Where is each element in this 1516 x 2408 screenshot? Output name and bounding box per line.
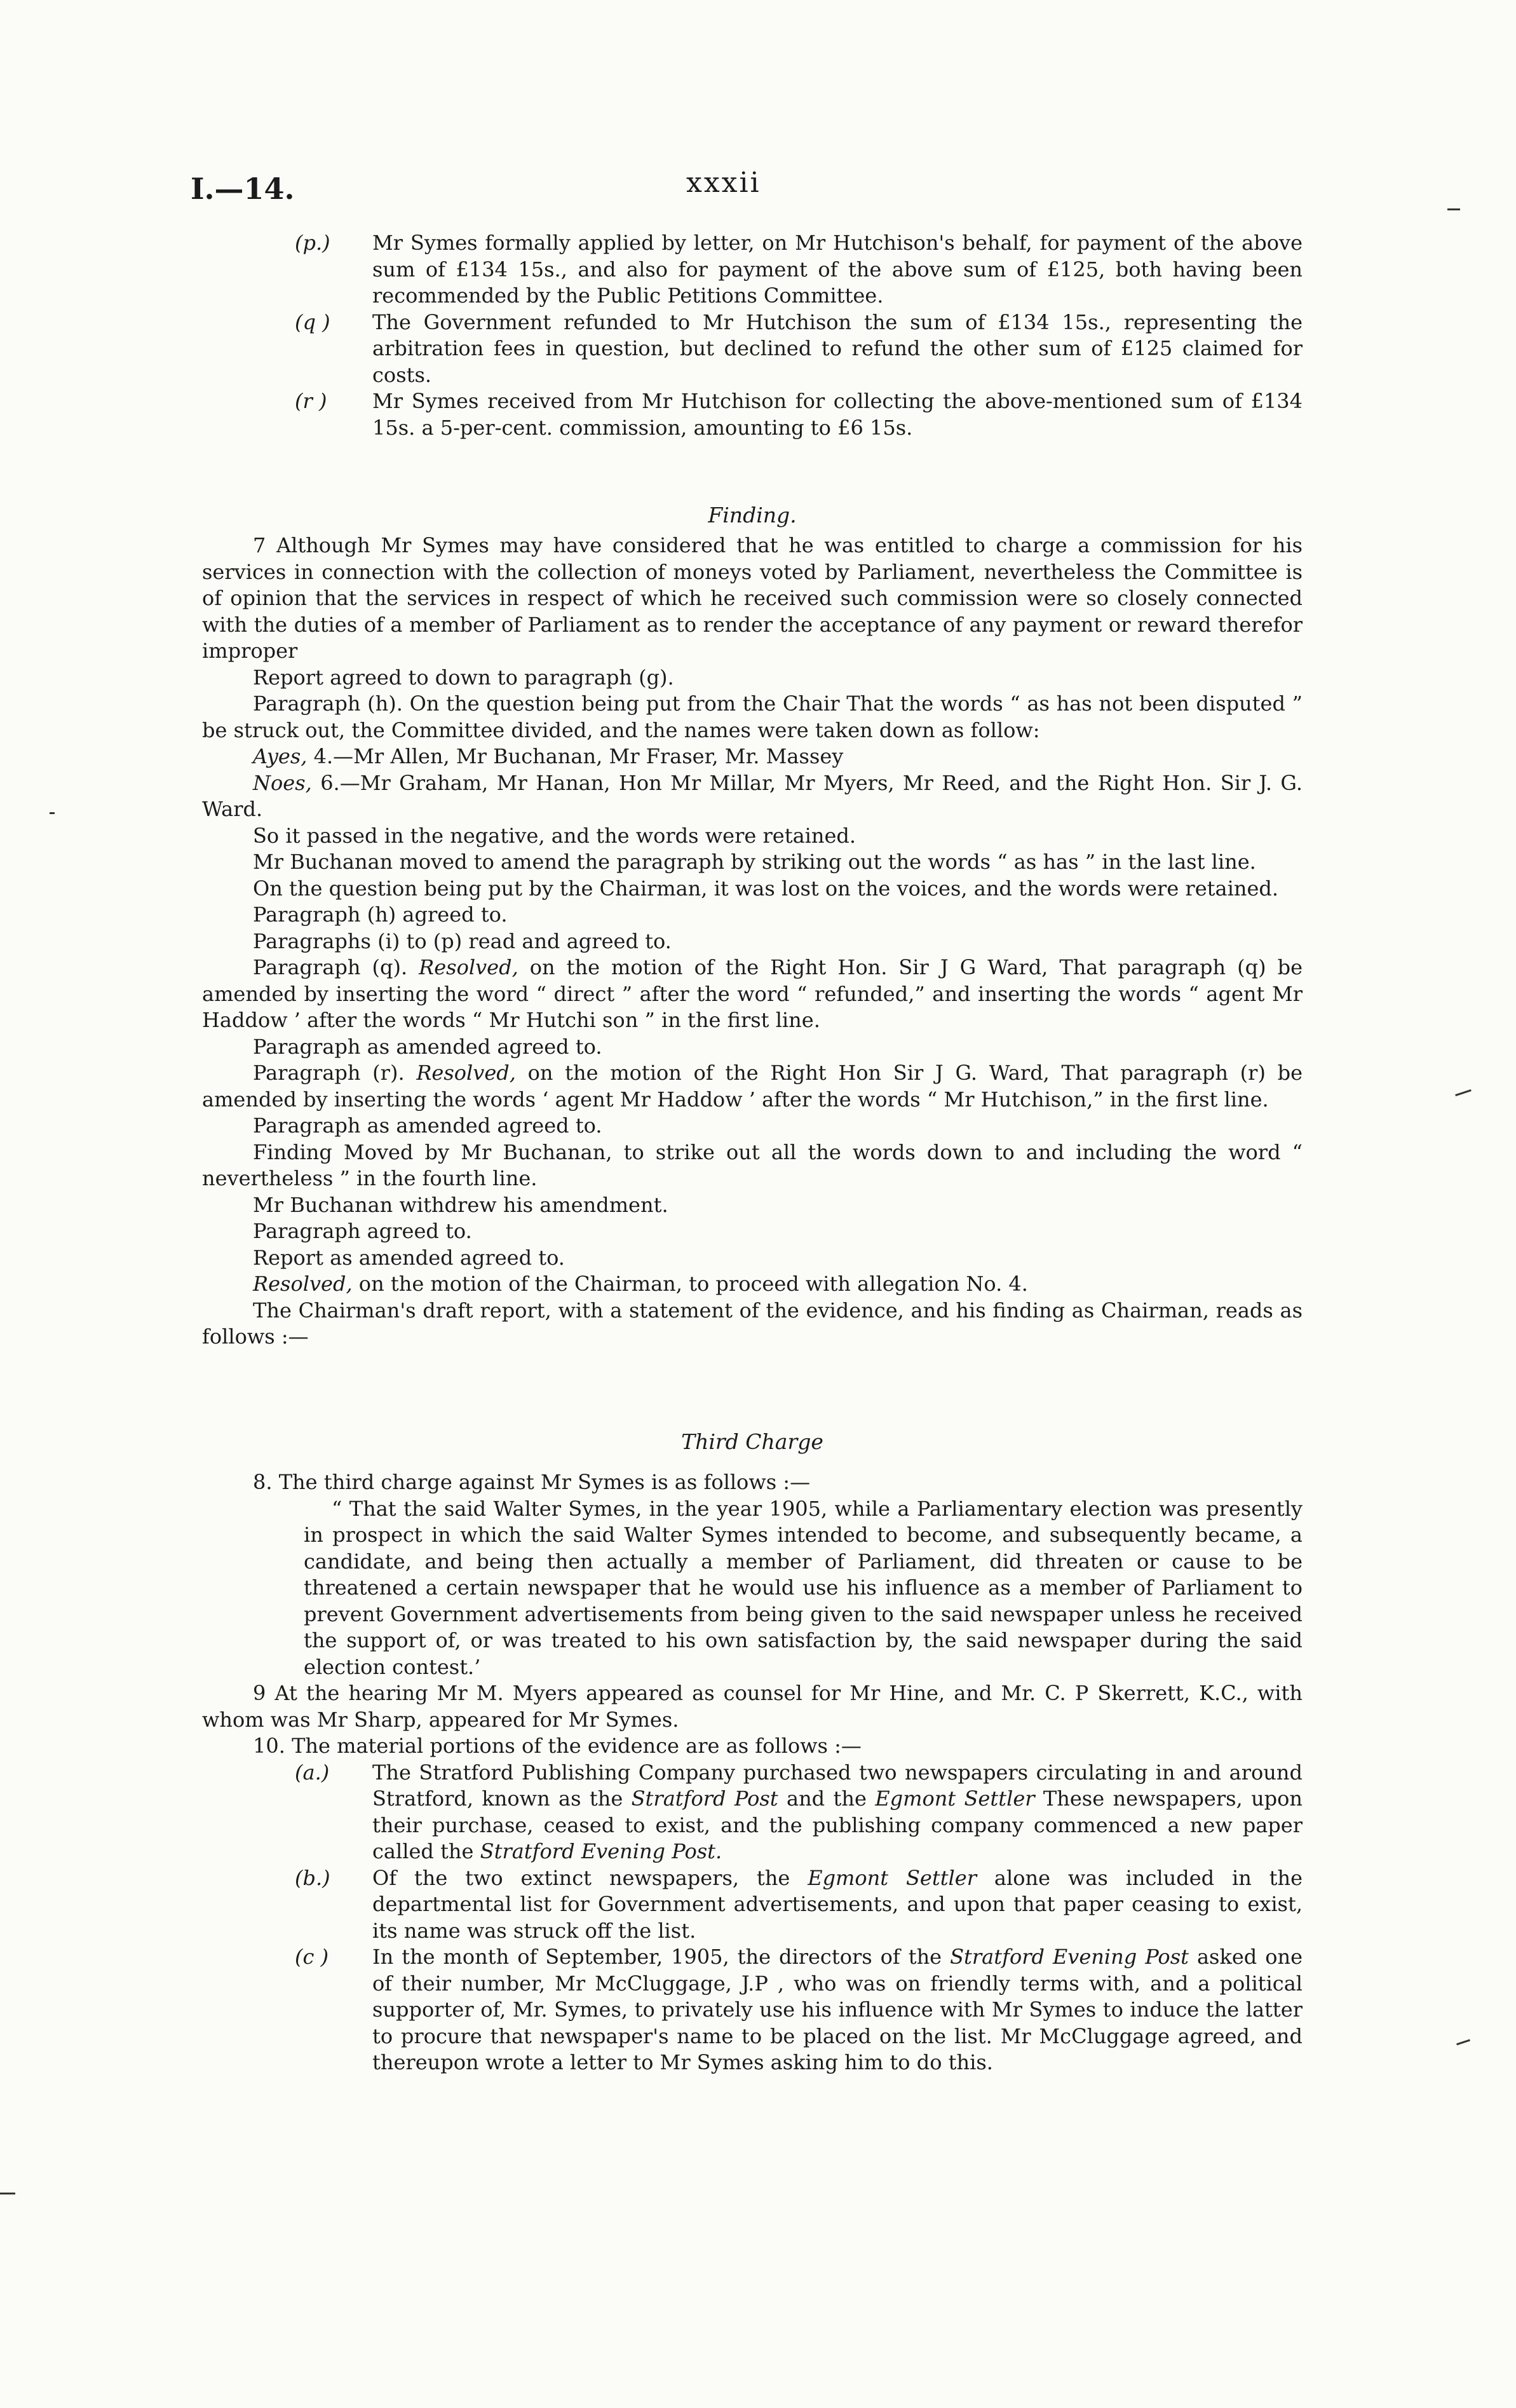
para-10: 10. The material portions of the evidence are as follows :— xyxy=(253,1734,862,1758)
para-8: 8. The third charge against Mr Symes is as follows :— xyxy=(253,1470,811,1494)
para-q-text: on the motion of the Right Hon. Sir J G Ward, That paragraph (q) be amended by inserting the word “ direct ” after the word “ refunded,” and inserting the words “ agent Mr Haddow ’ after the words “ Mr Hutchi son ” in the first line. xyxy=(202,955,1303,1032)
para-9: 9 At the hearing Mr M. Myers appeared as counsel for Mr Hine, and Mr. C. P Skerrett, K.C., with whom was Mr Sharp, appeared for Mr Symes. xyxy=(202,1681,1303,1732)
finding-body xyxy=(202,533,1303,1350)
item-label: (q ) xyxy=(295,310,330,334)
item-text: Of the two extinct newspapers, the xyxy=(372,1865,790,1890)
evidence-item-c xyxy=(202,1944,1303,2076)
item-text: The Stratford Publishing Company purchased two newspapers circulating in and around Stratford, known as the xyxy=(372,1760,1303,1811)
ayes-line xyxy=(202,744,1303,770)
item-label: (p.) xyxy=(295,231,330,255)
third-charge-heading: Third Charge xyxy=(681,1429,823,1454)
finding-section xyxy=(202,502,1303,529)
newspaper-name: Stratford Evening Post xyxy=(950,1945,1189,1969)
item-text: The Government refunded to Mr Hutchison the sum of £134 15s., representing the arbitration fees in question, but declined to refund the other sum of £125 claimed for costs. xyxy=(372,310,1303,387)
margin-mark xyxy=(0,2193,15,2194)
para-q-prefix: Paragraph (q). xyxy=(253,955,408,979)
resolved-label: Resolved, xyxy=(419,955,518,979)
ayes-label: Ayes, xyxy=(253,744,308,768)
item-text: These newspapers, upon their purchase, ceased to exist, and the publishing company commenced a new paper called the xyxy=(372,1786,1303,1863)
item-text: Mr Symes formally applied by letter, on Mr Hutchison's behalf, for payment of the above sum of £134 15s., and also for payment of the above sum of £125, both having been recommended by the Public Petitions Committee. xyxy=(372,231,1303,308)
item-text: alone was included in the departmental list for Government advertisements, and upon that paper ceasing to exist, its name was struck off the list. xyxy=(372,1865,1303,1943)
margin-mark xyxy=(1455,1089,1472,1096)
minute-line: Paragraph (h) agreed to. xyxy=(253,902,508,927)
evidence-list-top xyxy=(202,230,1303,441)
minute-line: Paragraph (h). On the question being put from the Chair That the words “ as has not been disputed ” be struck out, the Committee divided, and the names were taken down as follow: xyxy=(202,691,1303,742)
item-text: and the xyxy=(786,1786,867,1811)
para-q-motion xyxy=(202,955,1303,1034)
minute-line: Paragraphs (i) to (p) read and agreed to. xyxy=(253,929,672,953)
margin-mark xyxy=(50,812,55,814)
ayes-text: 4.—Mr Allen, Mr Buchanan, Mr Fraser, Mr. Massey xyxy=(313,744,844,768)
margin-mark xyxy=(1456,2039,1470,2046)
noes-label: Noes, xyxy=(253,770,312,795)
minute-line: So it passed in the negative, and the words were retained. xyxy=(253,823,856,848)
evidence-item-b xyxy=(202,1865,1303,1945)
newspaper-name: Stratford Evening Post. xyxy=(480,1839,722,1863)
page-number: xxxii xyxy=(686,167,761,199)
evidence-item-p xyxy=(202,230,1303,310)
item-label: (a.) xyxy=(295,1760,330,1785)
minute-line: Paragraph agreed to. xyxy=(253,1219,472,1243)
resolved-label: Resolved, xyxy=(253,1272,353,1296)
minute-line: Mr Buchanan moved to amend the paragraph by striking out the words “ as has ” in the last line. xyxy=(253,850,1256,874)
third-charge-section xyxy=(202,1429,1303,1455)
charge-quote: “ That the said Walter Symes, in the year 1905, while a Parliamentary election was presently in prospect in which the said Walter Symes intended to become, and subsequently became, a candidate, and being then actually a member of Parliament, did threaten or cause to be threatened a certain newspaper that he would use his influence as a member of Parliament to prevent Government advertisements from being given to the said newspaper unless he received the support of, or was treated to his own satisfaction by, the said newspaper during the said election contest.’ xyxy=(304,1496,1303,1679)
evidence-item-a xyxy=(202,1760,1303,1865)
document-page xyxy=(202,0,1303,2408)
resolved-chairman-line xyxy=(202,1271,1303,1298)
minute-line: Finding Moved by Mr Buchanan, to strike out all the words down to and including the word “ nevertheless ” in the fourth line. xyxy=(202,1139,1303,1190)
newspaper-name: Egmont Settler xyxy=(808,1865,977,1890)
section-code: I.—14. xyxy=(191,172,295,206)
item-label: (b.) xyxy=(295,1865,330,1890)
finding-heading: Finding. xyxy=(708,503,797,527)
resolved-chairman-text: on the motion of the Chairman, to proceed with allegation No. 4. xyxy=(358,1272,1028,1296)
item-label: (c ) xyxy=(295,1945,329,1969)
noes-line xyxy=(202,770,1303,823)
minute-line: On the question being put by the Chairman, it was lost on the voices, and the words were retained. xyxy=(253,876,1279,901)
margin-mark xyxy=(1447,208,1460,210)
resolved-label: Resolved, xyxy=(416,1061,516,1085)
minute-line: Paragraph as amended agreed to. xyxy=(253,1113,602,1138)
item-text: asked one of their number, Mr McCluggage, J.P , who was on friendly terms with, and a political supporter of, Mr. Symes, to privately use his influence with Mr Symes to induce the latter to procure that newspaper's name to be placed on the list. Mr McCluggage agreed, and thereupon wrote a letter to Mr Symes asking him to do this. xyxy=(372,1945,1303,2074)
item-text: In the month of September, 1905, the directors of the xyxy=(372,1945,942,1969)
minute-line: Mr Buchanan withdrew his amendment. xyxy=(253,1192,668,1217)
para-r-prefix: Paragraph (r). xyxy=(253,1061,405,1085)
third-charge-body xyxy=(202,1469,1303,2076)
item-text: Mr Symes received from Mr Hutchison for collecting the above-mentioned sum of £134 15s. a 5-per-cent. commission, amounting to £6 15s. xyxy=(372,389,1303,440)
minute-line: Report agreed to down to paragraph (g). xyxy=(253,665,674,690)
minute-line: Paragraph as amended agreed to. xyxy=(253,1034,602,1059)
noes-text: 6.—Mr Graham, Mr Hanan, Hon Mr Millar, Mr Myers, Mr Reed, and the Right Hon. Sir J. G. Ward. xyxy=(202,770,1303,821)
evidence-item-q xyxy=(202,310,1303,389)
minute-line: The Chairman's draft report, with a statement of the evidence, and his finding as Chairman, reads as follows :— xyxy=(202,1298,1303,1349)
minute-line: Report as amended agreed to. xyxy=(253,1245,565,1270)
item-label: (r ) xyxy=(295,389,327,413)
newspaper-name: Egmont Settler xyxy=(875,1786,1035,1811)
finding-text: 7 Although Mr Symes may have considered that he was entitled to charge a commission for his services in connection with the collection of moneys voted by Parliament, nevertheless the Committee is of opinion that the services in respect of which he received such commission were so closely connected with the duties of a member of Parliament as to render the acceptance of any payment or reward therefor improper xyxy=(202,533,1303,663)
para-r-motion xyxy=(202,1060,1303,1113)
para-r-text: on the motion of the Right Hon Sir J G. Ward, That paragraph (r) be amended by inserting the words ‘ agent Mr Haddow ’ after the words “ Mr Hutchison,” in the first line. xyxy=(202,1061,1303,1112)
newspaper-name: Stratford Post xyxy=(631,1786,778,1811)
evidence-item-r xyxy=(202,388,1303,441)
